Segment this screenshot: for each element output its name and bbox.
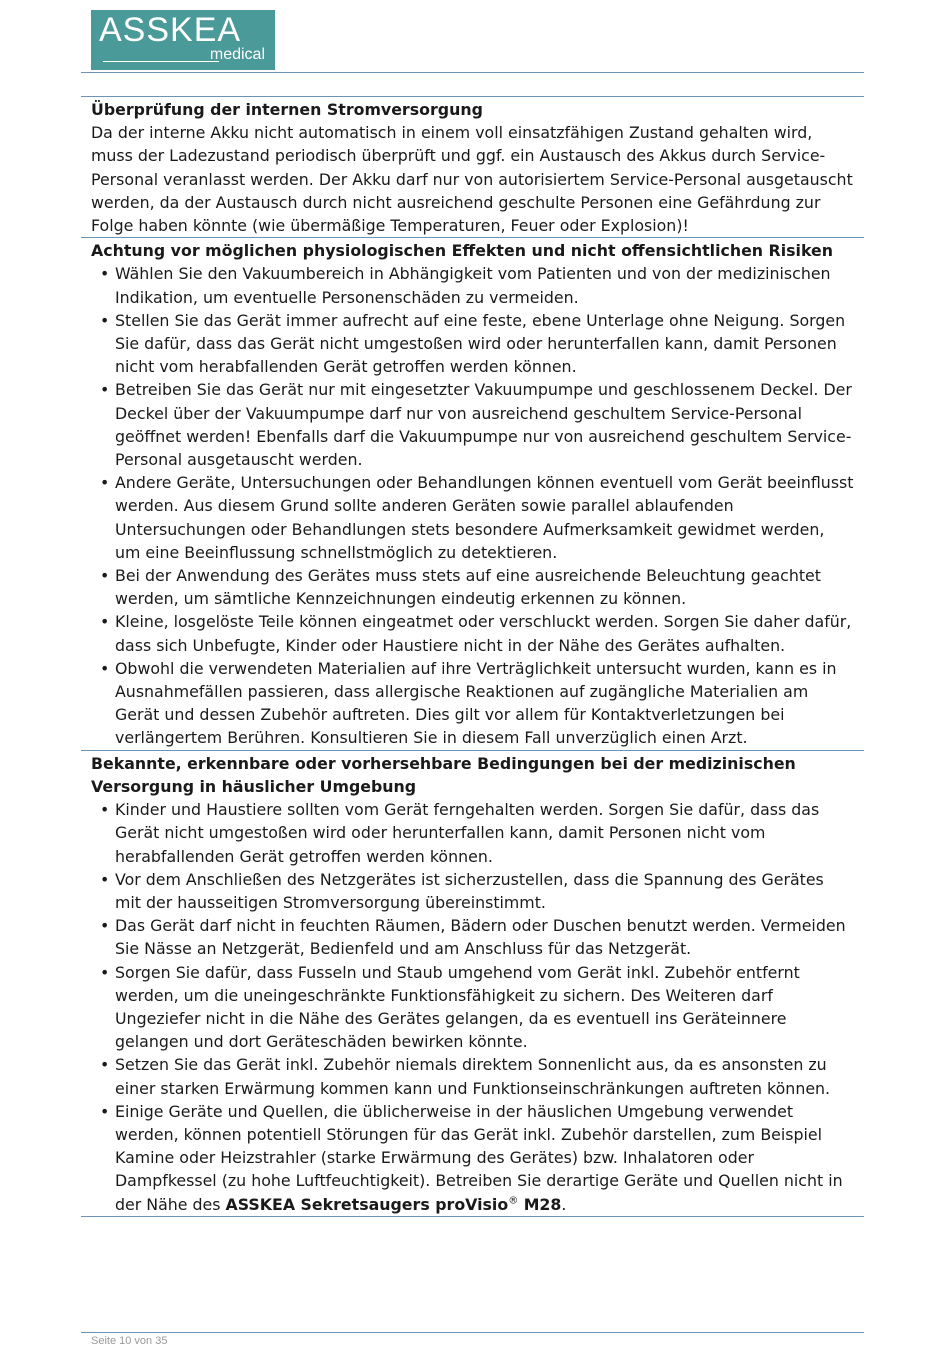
- logo-wordmark: ASSKEA: [99, 11, 242, 49]
- section-heading: Überprüfung der internen Stromversorgung: [91, 100, 483, 119]
- header-divider: [81, 72, 864, 73]
- bullet-list: [91, 262, 854, 749]
- list-item: • Kleine, losgelöste Teile können eingeatmet oder verschluckt werden. Sorgen Sie daher dafür, dass sich Unbefugte, Kinder oder Haustiere nicht in der Nähe des Gerätes aufhalten.: [100, 612, 852, 655]
- footer-divider: [81, 1332, 864, 1333]
- bullet-icon: •: [100, 658, 110, 678]
- list-item: • Wählen Sie den Vakuumbereich in Abhängigkeit vom Patienten und von der medizinischen Indikation, um eventuelle Personenschäden zu vermeiden.: [100, 264, 831, 307]
- document-body: [81, 96, 864, 1217]
- bullet-icon: •: [100, 1055, 110, 1075]
- page-number: Seite 10 von 35: [91, 1335, 168, 1347]
- list-item: • Das Gerät darf nicht in feuchten Räumen, Bädern oder Duschen benutzt werden. Vermeiden Sie Nässe an Netzgerät, Bedienfeld und am Anschluss für das Netzgerät.: [100, 916, 846, 959]
- bullet-icon: •: [100, 310, 110, 330]
- bullet-icon: •: [100, 800, 110, 820]
- bullet-icon: •: [100, 869, 110, 889]
- section-paragraph: Da der interne Akku nicht automatisch in einem voll einsatzfähigen Zustand gehalten wird, muss der Ladezustand periodisch überprüft und ggf. ein Austausch des Akkus durch Service-Personal veranlasst werden. Der Akku darf nur von autorisiertem Service-Personal ausgetauscht werden, da der Austausch durch nicht ausreichend geschulte Personen eine Gefährdung zur Folge haben könnte (wie übermäßige Temperaturen, Feuer oder Explosion)!: [91, 123, 853, 236]
- list-item: • Einige Geräte und Quellen, die üblicherweise in der häuslichen Umgebung verwendet werden, können potentiell Störungen für das Gerät inkl. Zubehör darstellen, zum Beispiel Kamine oder Heizstrahler (starke Erwärmung des Gerätes) bzw. Inhalatoren oder Dampfkessel (zu hohe Luftfeuchtigkeit). Betreiben Sie derartige Geräte und Quellen nicht in der Nähe des ASSKEA Sekretsaugers proVisio® M28.: [100, 1101, 843, 1214]
- bullet-icon: •: [100, 473, 110, 493]
- list-item: • Obwohl die verwendeten Materialien auf ihre Verträglichkeit untersucht wurden, kann es in Ausnahmefällen passieren, dass allergische Reaktionen auf zugängliche Materialien am Gerät und dessen Zubehör auftreten. Dies gilt vor allem für Kontaktverletzungen bei verlängertem Berühren. Konsultieren Sie in diesem Fall unverzüglich einen Arzt.: [100, 658, 837, 748]
- bullet-icon: •: [100, 962, 110, 982]
- registered-mark: ®: [508, 1195, 519, 1207]
- list-item: • Bei der Anwendung des Gerätes muss stets auf eine ausreichende Beleuchtung geachtet werden, um sämtliche Kennzeichnungen eindeutig erkennen zu können.: [100, 566, 821, 609]
- bullet-icon: •: [100, 566, 110, 586]
- bullet-icon: •: [100, 380, 110, 400]
- product-model: M28: [518, 1194, 562, 1214]
- product-name: ASSKEA Sekretsaugers proVisio: [225, 1194, 509, 1214]
- logo-subtitle: medical: [209, 46, 265, 63]
- list-item: • Betreiben Sie das Gerät nur mit eingesetzter Vakuumpumpe und geschlossenem Deckel. Der Deckel über der Vakuumpumpe darf nur von ausreichend geschultem Service-Personal geöffnet werden! Ebenfalls darf die Vakuumpumpe nur von ausreichend geschultem Service-Personal ausgetauscht werden.: [100, 380, 852, 470]
- bullet-icon: •: [100, 264, 110, 284]
- logo-rule: [103, 61, 219, 62]
- list-item: • Setzen Sie das Gerät inkl. Zubehör niemals direktem Sonnenlicht aus, da es ansonsten zu einer starken Erwärmung kommen kann und Funktionseinschränkungen auftreten können.: [100, 1055, 831, 1098]
- bullet-list: [91, 798, 854, 1216]
- bullet-icon: •: [100, 916, 110, 936]
- asskea-medical-logo: [91, 10, 275, 70]
- section-heading: Bekannte, erkennbare oder vorhersehbare Bedingungen bei der medizinischen Versorgung in häuslicher Umgebung: [91, 753, 796, 796]
- bullet-icon: •: [100, 612, 110, 632]
- section-home-care-conditions: [81, 751, 864, 1217]
- bullet-icon: •: [100, 1101, 110, 1121]
- list-item: • Vor dem Anschließen des Netzgerätes ist sicherzustellen, dass die Spannung des Gerätes mit der hausseitigen Stromversorgung übereinstimmt.: [100, 869, 824, 912]
- list-item: • Stellen Sie das Gerät immer aufrecht auf eine feste, ebene Unterlage ohne Neigung. Sorgen Sie dafür, dass das Gerät nicht umgestoßen wird oder herunterfallen kann, damit Personen nicht vom herabfallenden Gerät getroffen werden können.: [100, 310, 846, 377]
- list-item: • Sorgen Sie dafür, dass Fusseln und Staub umgehend vom Gerät inkl. Zubehör entfernt werden, um die uneingeschränkte Funktionsfähigkeit zu sichern. Des Weiteren darf Ungeziefer nicht in die Nähe des Gerätes gelangen, da es eventuell ins Geräteinnere gelangen und dort Geräteschäden bewirken könnte.: [100, 962, 800, 1052]
- list-item: • Kinder und Haustiere sollten vom Gerät ferngehalten werden. Sorgen Sie dafür, dass das Gerät nicht umgestoßen wird oder herunterfallen kann, damit Personen nicht vom herabfallenden Gerät getroffen werden können.: [100, 800, 820, 866]
- section-heading: Achtung vor möglichen physiologischen Effekten und nicht offensichtlichen Risiken: [91, 241, 833, 261]
- section-physiological-effects: [81, 238, 864, 750]
- list-item: • Andere Geräte, Untersuchungen oder Behandlungen können eventuell vom Gerät beeinflusst werden. Aus diesem Grund sollte anderen Geräten sowie parallel ablaufenden Untersuchungen oder Behandlungen stets besondere Aufmerksamkeit gewidmet werden, um eine Beeinflussung schnellstmöglich zu detektieren.: [100, 473, 854, 562]
- section-internal-power-supply: [81, 97, 864, 238]
